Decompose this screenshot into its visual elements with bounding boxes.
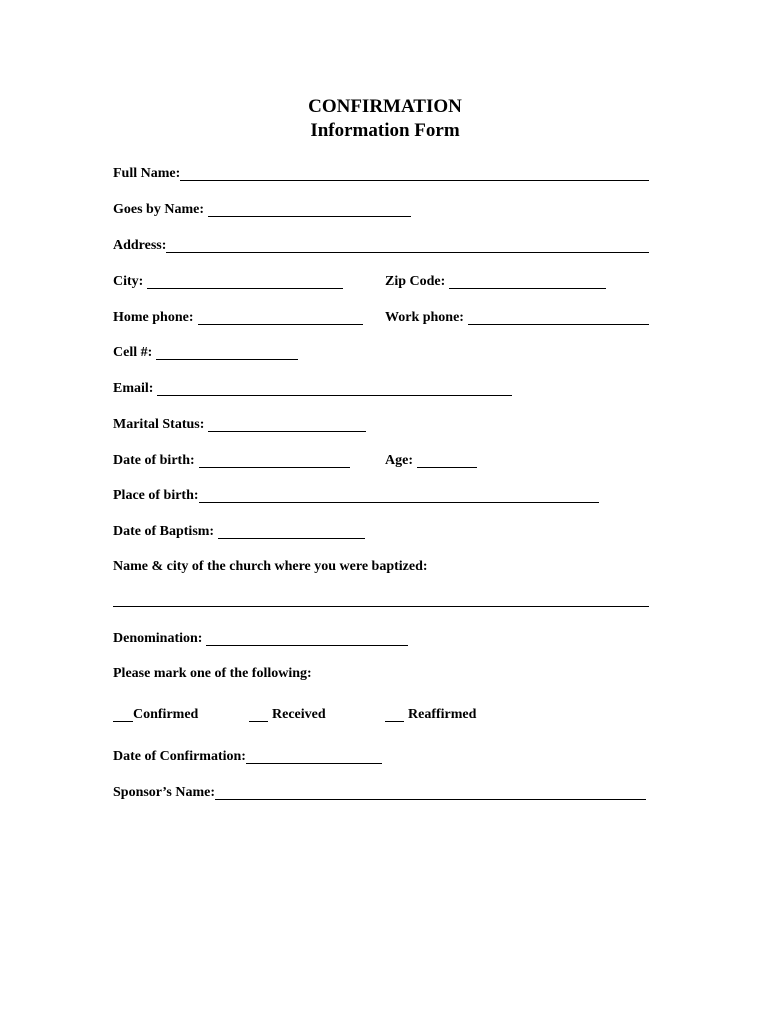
goes-by-name-line[interactable] — [208, 202, 411, 217]
option-reaffirmed[interactable] — [385, 703, 476, 723]
zip-code-label: Zip Code: — [385, 274, 446, 289]
email-row — [113, 377, 512, 397]
full-name-label: Full Name: — [113, 166, 181, 181]
date-of-baptism-line[interactable] — [218, 524, 365, 539]
home-phone-line[interactable] — [198, 310, 363, 325]
marital-status-label: Marital Status: — [113, 417, 205, 432]
church-baptized-line[interactable] — [113, 606, 649, 607]
age-label: Age: — [385, 453, 413, 468]
date-of-confirmation-row — [113, 745, 382, 765]
option-confirmed[interactable] — [113, 703, 198, 723]
church-baptized-label: Name & city of the church where you were baptized: — [113, 559, 428, 574]
option-received[interactable] — [249, 703, 326, 723]
reaffirmed-label: Reaffirmed — [408, 707, 477, 722]
confirmed-check-line[interactable] — [113, 707, 133, 722]
age-line[interactable] — [417, 453, 477, 468]
reaffirmed-check-line[interactable] — [385, 707, 404, 722]
denomination-label: Denomination: — [113, 631, 203, 646]
mark-one-label: Please mark one of the following: — [113, 666, 312, 681]
work-phone-label: Work phone: — [385, 310, 464, 325]
confirmed-label: Confirmed — [133, 707, 199, 722]
city-row — [113, 270, 343, 290]
address-row — [113, 234, 649, 254]
work-phone-line[interactable] — [468, 310, 649, 325]
email-line[interactable] — [157, 381, 512, 396]
date-of-birth-row — [113, 449, 350, 469]
sponsor-name-line[interactable] — [215, 785, 646, 800]
zip-code-row — [385, 270, 606, 290]
home-phone-row — [113, 306, 363, 326]
cell-row — [113, 341, 298, 361]
marital-status-line[interactable] — [208, 417, 366, 432]
marital-status-row — [113, 413, 366, 433]
cell-line[interactable] — [156, 345, 298, 360]
address-line[interactable] — [166, 238, 649, 253]
work-phone-row — [385, 306, 649, 326]
city-label: City: — [113, 274, 144, 289]
goes-by-name-label: Goes by Name: — [113, 202, 204, 217]
home-phone-label: Home phone: — [113, 310, 194, 325]
sponsor-name-label: Sponsor’s Name: — [113, 785, 216, 800]
sponsor-name-row — [113, 781, 646, 801]
date-of-birth-line[interactable] — [199, 453, 350, 468]
age-row — [385, 449, 477, 469]
date-of-confirmation-label: Date of Confirmation: — [113, 749, 246, 764]
denomination-row — [113, 627, 408, 647]
address-label: Address: — [113, 238, 167, 253]
date-of-confirmation-line[interactable] — [246, 749, 382, 764]
date-of-birth-label: Date of birth: — [113, 453, 195, 468]
zip-code-line[interactable] — [449, 274, 606, 289]
received-label: Received — [272, 707, 326, 722]
email-label: Email: — [113, 381, 154, 396]
form-subtitle: Information Form — [310, 120, 460, 141]
date-of-baptism-row — [113, 520, 365, 540]
place-of-birth-line[interactable] — [199, 488, 599, 503]
form-title: CONFIRMATION — [308, 96, 462, 117]
city-line[interactable] — [147, 274, 343, 289]
cell-label: Cell #: — [113, 345, 153, 360]
received-check-line[interactable] — [249, 707, 268, 722]
denomination-line[interactable] — [206, 631, 408, 646]
place-of-birth-label: Place of birth: — [113, 488, 199, 503]
full-name-row — [113, 162, 649, 182]
date-of-baptism-label: Date of Baptism: — [113, 524, 215, 539]
full-name-line[interactable] — [180, 166, 649, 181]
place-of-birth-row — [113, 484, 599, 504]
goes-by-name-row — [113, 198, 411, 218]
